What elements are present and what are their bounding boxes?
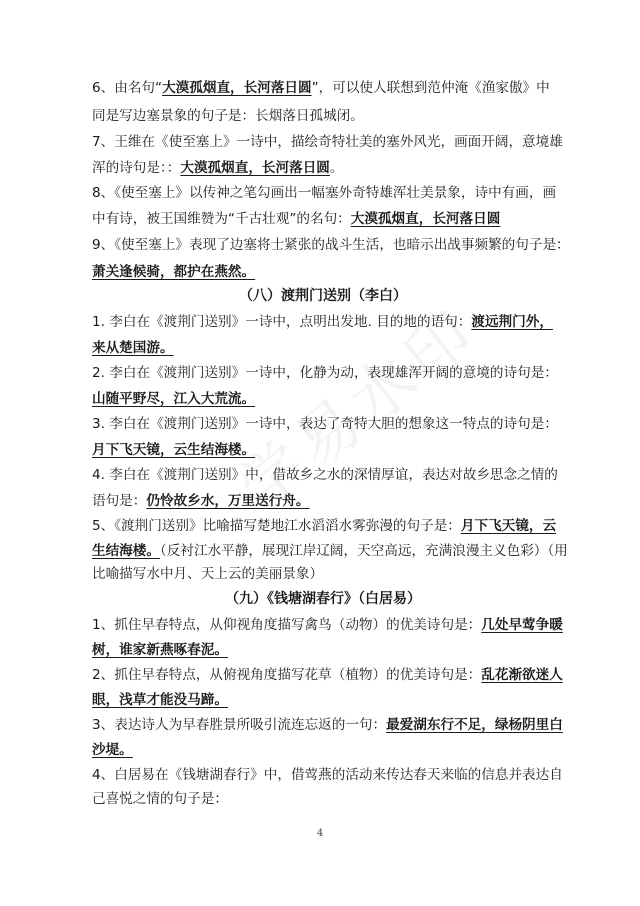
text: 2、抓住早春特点，从俯视角度描写花草（植物）的优美诗句是： <box>92 667 482 683</box>
text: 7、王维在《使至塞上》一诗中，描绘奇特壮美的塞外风光，画面开阔，意境雄 <box>92 134 563 150</box>
answer: 来从楚国游。 <box>92 340 174 356</box>
q9-line-2 <box>92 263 255 281</box>
answer: 月下飞天镜，云 <box>460 518 557 534</box>
text: （反衬江水平静，展现江岸辽阔，天空高远，充满浪漫主义色彩）（用 <box>159 543 568 559</box>
s9-q4-line-2 <box>92 790 228 808</box>
page-number: 4 <box>316 828 324 839</box>
text: 语句是： <box>92 493 147 509</box>
q8-line-2 <box>92 210 500 228</box>
s9-q4-line-1 <box>92 766 563 784</box>
s8-q3-line-1 <box>92 415 558 433</box>
q8-line-1 <box>92 184 556 202</box>
answer: 渡远荆门外， <box>471 314 553 330</box>
text: 6、由名句“ <box>92 80 163 96</box>
answer: 树，谁家新燕啄春泥。 <box>92 642 228 658</box>
s8-q4-line-2 <box>92 492 310 510</box>
q6-line-1 <box>92 79 550 97</box>
answer: 月下飞天镜，云生结海楼。 <box>92 442 256 458</box>
answer: 大漠孤烟直，长河落日圆 <box>180 160 330 176</box>
s8-q2-line-2 <box>92 390 255 408</box>
s8-q4-line-1 <box>92 466 558 484</box>
text: 9、《使至塞上》表现了边塞将士紧张的战斗生活，也暗示出战事频繁的句子是： <box>92 237 570 253</box>
text: 。 <box>329 160 344 176</box>
text: 2. 李白在《渡荆门送别》一诗中，化静为动，表现雄浑开阔的意境的诗句是： <box>92 365 558 381</box>
text: 4. 李白在《渡荆门送别》中，借故乡之水的深情厚谊，表达对故乡思念之情的 <box>92 467 558 483</box>
answer: 眼，浅草才能没马蹄。 <box>92 692 228 708</box>
answer: 大漠孤烟直，长河落日圆 <box>162 80 312 96</box>
s9-q1-line-1 <box>92 616 563 634</box>
answer: 乱花渐欲迷人 <box>481 667 563 683</box>
text: 4、白居易在《钱塘湖春行》中，借莺燕的活动来传达春天来临的信息并表达自 <box>92 767 563 783</box>
text: 1. 李白在《渡荆门送别》一诗中，点明出发地. 目的地的语句： <box>92 314 472 330</box>
q9-line-1 <box>92 236 570 254</box>
text: 同是写边塞景象的句子是：长烟落日孤城闭。 <box>92 108 364 124</box>
text: 8、《使至塞上》以传神之笔勾画出一幅塞外奇特雄浑壮美景象，诗中有画，画 <box>92 185 557 201</box>
text: ”，可以使人联想到范仲淹《渔家傲》中 <box>311 80 550 96</box>
text: 己喜悦之情的句子是： <box>92 791 228 807</box>
text: 1、抓住早春特点，从仰视角度描写禽鸟（动物）的优美诗句是： <box>92 617 482 633</box>
answer: 大漠孤烟直，长河落日圆 <box>350 211 501 227</box>
text: 比喻描写水中月、天上云的美丽景象） <box>92 566 324 582</box>
s9-q2-line-1 <box>92 666 563 684</box>
s8-q1-line-1 <box>92 313 553 331</box>
s8-q5-line-2 <box>92 542 568 560</box>
text: 中有诗，被王国维赞为“千古壮观”的名句： <box>92 211 351 227</box>
s8-q5-line-1 <box>92 517 556 535</box>
answer: 沙堤。 <box>92 742 133 758</box>
q7-line-2 <box>92 159 343 177</box>
s8-q5-line-3 <box>92 565 323 583</box>
answer: 仍怜故乡水，万里送行舟。 <box>146 493 310 509</box>
s9-q3-line-2 <box>92 741 133 759</box>
text: 3、表达诗人为早春胜景所吸引流连忘返的一句： <box>92 717 387 733</box>
text: 5、《渡荆门送别》比喻描写楚地江水滔滔水雾弥漫的句子是： <box>92 518 461 534</box>
answer: 萧关逢候骑，都护在燕然。 <box>92 264 256 280</box>
q6-line-2 <box>92 107 364 125</box>
s8-q2-line-1 <box>92 364 558 382</box>
text: 3. 李白在《渡荆门送别》一诗中，表达了奇特大胆的想象这一特点的诗句是： <box>92 416 558 432</box>
section-heading-9: （九）《钱塘湖春行》（白居易） <box>225 591 421 607</box>
s9-q3-line-1 <box>92 716 563 734</box>
text: 浑的诗句是：： <box>92 160 181 176</box>
s9-q1-line-2 <box>92 641 228 659</box>
s8-q3-line-2 <box>92 441 255 459</box>
answer: 几处早莺争暖 <box>481 617 563 633</box>
answer: 生结海楼。 <box>92 543 160 559</box>
q7-line-1 <box>92 133 563 151</box>
section-heading-8: （八）渡荆门送别（李白） <box>239 288 407 304</box>
s9-q2-line-2 <box>92 691 228 709</box>
answer: 山随平野尽，江入大荒流。 <box>92 391 256 407</box>
s8-q1-line-2 <box>92 339 174 357</box>
answer: 最爱湖东行不足，绿杨阴里白 <box>386 717 563 733</box>
